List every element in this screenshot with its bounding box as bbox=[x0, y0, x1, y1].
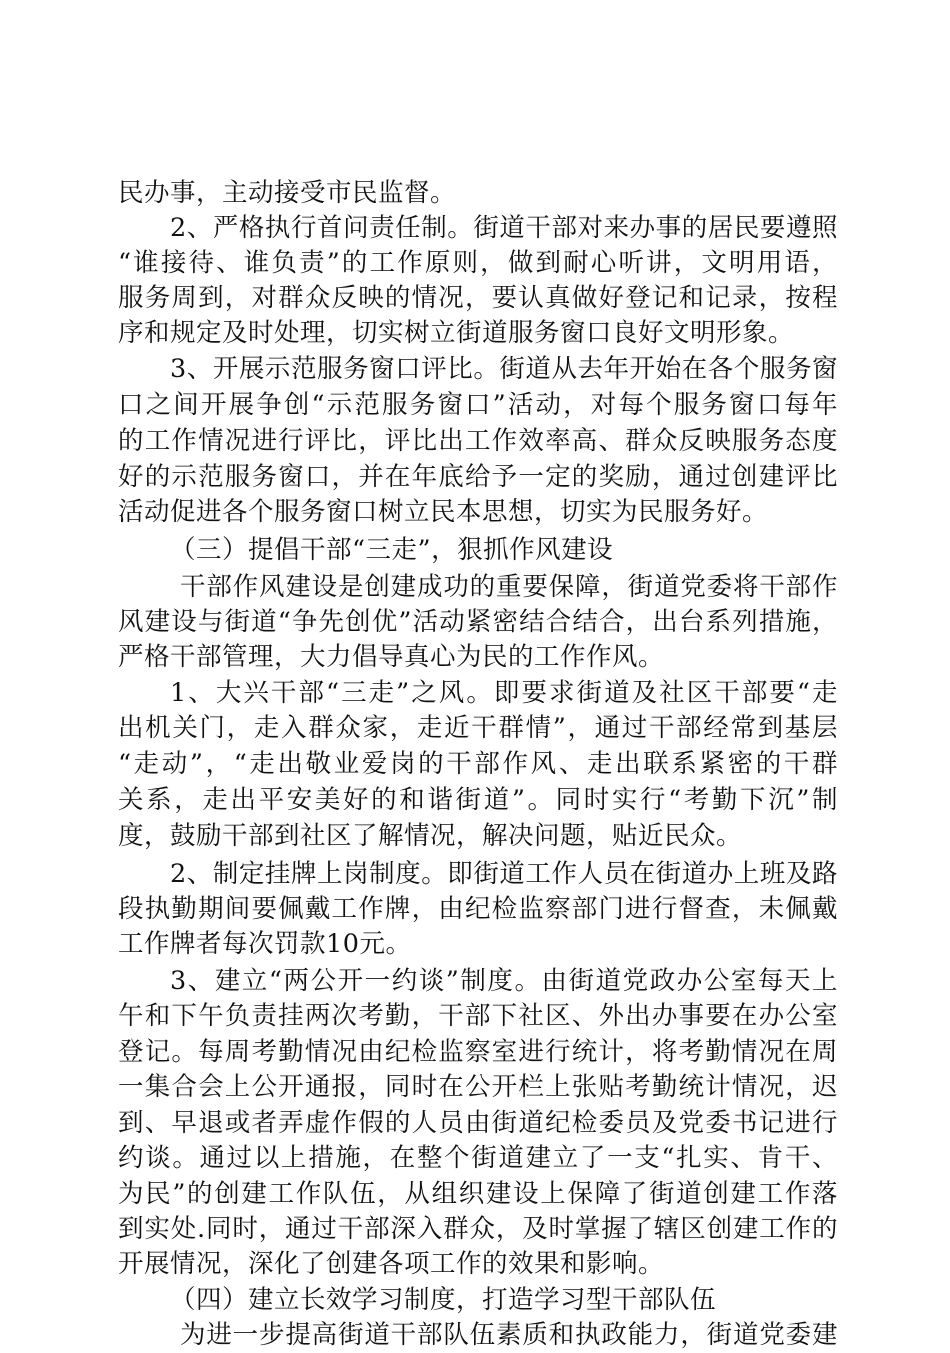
text-line: 段执勤期间要佩戴工作牌，由纪检监察部门进行督查，未佩戴 bbox=[118, 894, 838, 924]
text-line: 民办事，主动接受市民监督。 bbox=[118, 178, 457, 208]
text-line: 口之间开展争创“示范服务窗口”活动，对每个服务窗口每年 bbox=[118, 390, 838, 420]
text-line: 约谈。通过以上措施，在整个街道建立了一支“扎实、肯干、 bbox=[118, 1143, 838, 1173]
text-line: 开展情况，深化了创建各项工作的效果和影响。 bbox=[118, 1249, 665, 1279]
text-line: 工作牌者每次罚款10元。 bbox=[118, 929, 412, 959]
text-line: 3、开展示范服务窗口评比。街道从去年开始在各个服务窗 bbox=[170, 354, 838, 384]
text-line: 服务周到，对群众反映的情况，要认真做好登记和记录，按程 bbox=[118, 283, 838, 313]
text-line: 度，鼓励干部到社区了解情况，解决问题，贴近民众。 bbox=[118, 821, 743, 851]
text-line: 登记。每周考勤情况由纪检监察室进行统计，将考勤情况在周 bbox=[118, 1037, 838, 1067]
text-line: 风建设与街道“争先创优”活动紧密结合结合，出台系列措施， bbox=[118, 607, 838, 637]
text-line: 好的示范服务窗口，并在年底给予一定的奖励，通过创建评比 bbox=[118, 462, 838, 492]
text-line: 关系，走出平安美好的和谐街道”。同时实行“考勤下沉”制 bbox=[118, 785, 838, 815]
text-line: 活动促进各个服务窗口树立民本思想，切实为民服务好。 bbox=[118, 497, 769, 527]
text-line: 的工作情况进行评比，评比出工作效率高、群众反映服务态度 bbox=[118, 426, 838, 456]
text-line: “谁接待、谁负责”的工作原则，做到耐心听讲，文明用语， bbox=[118, 248, 838, 278]
text-line: 2、制定挂牌上岗制度。即街道工作人员在街道办上班及路 bbox=[170, 859, 838, 889]
text-line: 为进一步提高街道干部队伍素质和执政能力，街道党委建 bbox=[180, 1320, 838, 1350]
text-line: 午和下午负责挂两次考勤，干部下社区、外出办事要在办公室 bbox=[118, 1001, 838, 1031]
text-line: “走动”，“走出敬业爱岗的干部作风、走出联系紧密的干群 bbox=[118, 749, 838, 779]
text-line: 为民”的创建工作队伍，从组织建设上保障了街道创建工作落 bbox=[118, 1179, 838, 1209]
text-line: 到实处.同时，通过干部深入群众，及时掌握了辖区创建工作的 bbox=[118, 1214, 838, 1244]
text-line: 干部作风建设是创建成功的重要保障，街道党委将干部作 bbox=[180, 572, 838, 602]
text-line: 序和规定及时处理，切实树立街道服务窗口良好文明形象。 bbox=[118, 318, 795, 348]
text-line: 一集合会上公开通报，同时在公开栏上张贴考勤统计情况，迟 bbox=[118, 1072, 838, 1102]
section-heading: （三）提倡干部“三走”，狠抓作风建设 bbox=[170, 535, 614, 565]
text-line: 严格干部管理，大力倡导真心为民的工作作风。 bbox=[118, 642, 665, 672]
text-line: 出机关门，走入群众家，走近干群情”，通过干部经常到基层 bbox=[118, 713, 838, 743]
text-line: 2、严格执行首问责任制。街道干部对来办事的居民要遵照 bbox=[170, 213, 838, 243]
text-line: 到、早退或者弄虚作假的人员由街道纪检委员及党委书记进行 bbox=[118, 1108, 838, 1138]
text-line: 3、建立“两公开一约谈”制度。由街道党政办公室每天上 bbox=[170, 966, 838, 996]
section-heading: （四）建立长效学习制度，打造学习型干部队伍 bbox=[170, 1285, 717, 1315]
text-line: 1、大兴干部“三走”之风。即要求街道及社区干部要“走 bbox=[170, 678, 838, 708]
